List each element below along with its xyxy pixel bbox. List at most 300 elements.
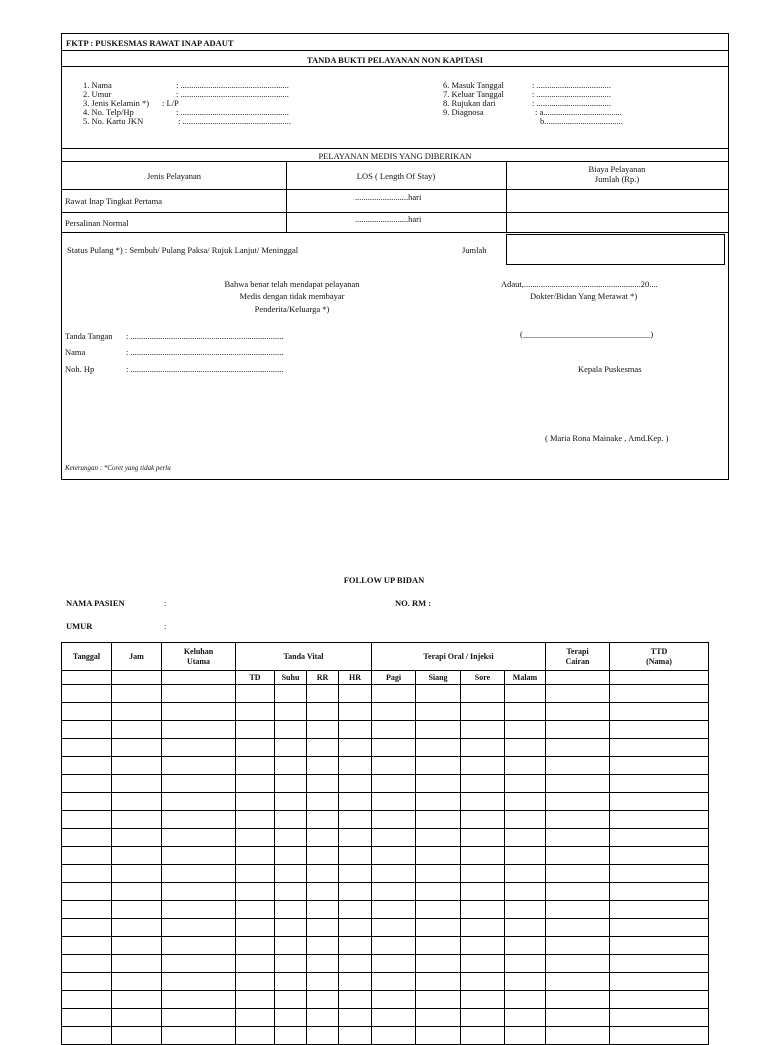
table-cell[interactable] [610,847,709,865]
services-header-cost: Biaya Pelayanan Jumlah (Rp.) [588,164,646,184]
table-cell[interactable] [307,973,339,991]
table-cell[interactable] [372,883,416,901]
table-cell[interactable] [339,901,372,919]
table-cell[interactable] [372,775,416,793]
table-cell[interactable] [416,793,461,811]
table-cell[interactable] [162,685,236,703]
table-row [62,991,709,1009]
table-cell[interactable] [162,775,236,793]
table-cell[interactable] [112,919,162,937]
table-cell[interactable] [416,991,461,1009]
table-row [62,937,709,955]
subheader-siang: Siang [416,671,461,685]
table-cell[interactable] [416,685,461,703]
table-cell[interactable] [546,685,610,703]
table-cell[interactable] [416,829,461,847]
table-cell[interactable] [546,955,610,973]
table-cell[interactable] [236,721,275,739]
table-cell[interactable] [236,955,275,973]
table-cell[interactable] [307,991,339,1009]
table-cell[interactable] [461,847,505,865]
table-cell[interactable] [112,757,162,775]
doctor-label: Dokter/Bidan Yang Merawat *) [530,291,638,301]
header-keluhan: Keluhan Utama [162,643,236,671]
table-cell[interactable] [62,703,112,721]
header-tanda-vital: Tanda Vital [236,643,372,671]
table-cell[interactable] [416,973,461,991]
service-row-type: Persalinan Normal [65,218,129,228]
service-row-type: Rawat Inap Tingkat Pertama [65,196,163,206]
table-cell[interactable] [62,685,112,703]
table-cell[interactable] [112,973,162,991]
sign-field-value: : ........................................................................ [126,347,284,357]
table-cell[interactable] [505,775,546,793]
table-cell[interactable] [275,685,307,703]
table-cell[interactable] [610,883,709,901]
table-row [62,973,709,991]
table-cell[interactable] [275,1027,307,1045]
table-cell[interactable] [546,991,610,1009]
table-cell[interactable] [162,865,236,883]
table-cell[interactable] [307,757,339,775]
table-cell[interactable] [461,901,505,919]
table-cell[interactable] [416,703,461,721]
table-cell[interactable] [461,865,505,883]
table-cell[interactable] [461,757,505,775]
field-label: 3. Jenis Kelamin *) [83,98,150,108]
subheader-sore: Sore [461,671,505,685]
table-cell[interactable] [112,793,162,811]
table-cell[interactable] [372,829,416,847]
table-cell[interactable] [62,757,112,775]
table-cell[interactable] [505,721,546,739]
nama-pasien-label: NAMA PASIEN [66,598,125,608]
table-cell[interactable] [275,739,307,757]
table-cell[interactable] [372,1027,416,1045]
table-cell[interactable] [162,829,236,847]
table-row [62,703,709,721]
table-cell[interactable] [505,937,546,955]
table-cell[interactable] [546,703,610,721]
table-cell[interactable] [275,811,307,829]
table-cell[interactable] [275,757,307,775]
table-cell[interactable] [162,955,236,973]
table-cell[interactable] [416,721,461,739]
table-cell[interactable] [236,937,275,955]
table-cell[interactable] [62,973,112,991]
table-cell[interactable] [505,739,546,757]
table-cell[interactable] [339,955,372,973]
table-cell[interactable] [546,757,610,775]
sign-field-value: : ........................................................................ [126,331,284,341]
table-cell[interactable] [307,901,339,919]
table-cell[interactable] [275,829,307,847]
head-name: ( Maria Rona Mainake , Amd.Kep. ) [545,433,669,443]
table-cell[interactable] [610,811,709,829]
header-ttd: TTD (Nama) [610,643,709,671]
table-cell[interactable] [162,901,236,919]
table-cell[interactable] [505,703,546,721]
table-cell[interactable] [62,919,112,937]
field-value: : ................................................... [176,107,289,117]
table-cell[interactable] [461,703,505,721]
table-cell[interactable] [416,865,461,883]
table-cell[interactable] [416,811,461,829]
table-cell[interactable] [610,1027,709,1045]
table-cell[interactable] [372,721,416,739]
table-cell[interactable] [339,757,372,775]
table-cell[interactable] [610,865,709,883]
table-cell[interactable] [546,865,610,883]
table-cell[interactable] [461,883,505,901]
table-cell[interactable] [339,973,372,991]
table-cell[interactable] [610,775,709,793]
table-cell[interactable] [339,937,372,955]
table-cell[interactable] [339,775,372,793]
table-cell[interactable] [112,829,162,847]
table-cell[interactable] [112,703,162,721]
table-cell[interactable] [546,901,610,919]
table-cell[interactable] [546,793,610,811]
table-cell[interactable] [112,901,162,919]
table-cell[interactable] [275,703,307,721]
table-cell[interactable] [461,1027,505,1045]
table-row [62,919,709,937]
table-cell[interactable] [112,775,162,793]
table-cell[interactable] [505,883,546,901]
table-cell[interactable] [275,847,307,865]
table-cell[interactable] [236,919,275,937]
jumlah-label: Jumlah [462,245,487,255]
place-date: Adaut,.......................................................20.... [501,279,658,289]
table-cell[interactable] [62,847,112,865]
header-terapi-cairan: Terapi Cairan [546,643,610,671]
field-label: 2. Umur [83,89,112,99]
table-cell[interactable] [416,1027,461,1045]
table-cell[interactable] [275,883,307,901]
table-cell[interactable] [505,973,546,991]
table-cell[interactable] [610,739,709,757]
table-cell[interactable] [162,1027,236,1045]
table-cell[interactable] [505,901,546,919]
table-cell[interactable] [162,883,236,901]
table-cell[interactable] [610,829,709,847]
table-cell[interactable] [275,973,307,991]
table-cell[interactable] [307,847,339,865]
table-cell[interactable] [546,775,610,793]
table-cell[interactable] [275,955,307,973]
table-cell[interactable] [112,721,162,739]
field-value: b..................................... [540,116,623,126]
form-note: Keterangan : *Coret yang tidak perlu [65,464,171,472]
table-cell[interactable] [339,811,372,829]
table-cell[interactable] [372,937,416,955]
table-cell[interactable] [546,937,610,955]
form-header: FKTP : PUSKESMAS RAWAT INAP ADAUT [66,38,234,48]
table-cell[interactable] [546,721,610,739]
table-cell[interactable] [505,829,546,847]
table-cell[interactable] [236,991,275,1009]
table-cell[interactable] [461,793,505,811]
table-cell[interactable] [162,847,236,865]
table-cell[interactable] [416,883,461,901]
table-cell[interactable] [505,793,546,811]
table-cell[interactable] [546,811,610,829]
field-label: 9. Diagnosa [443,107,484,117]
table-cell[interactable] [62,793,112,811]
table-cell[interactable] [372,703,416,721]
table-cell[interactable] [112,883,162,901]
table-cell[interactable] [236,757,275,775]
table-cell[interactable] [546,847,610,865]
table-cell[interactable] [62,901,112,919]
table-cell[interactable] [236,703,275,721]
table-cell[interactable] [461,721,505,739]
table-cell[interactable] [112,811,162,829]
table-row [62,685,709,703]
table-cell[interactable] [307,703,339,721]
table-cell[interactable] [372,865,416,883]
field-label: 6. Masuk Tanggal [443,80,504,90]
table-cell[interactable] [416,775,461,793]
table-cell[interactable] [416,955,461,973]
table-cell[interactable] [162,973,236,991]
table-cell[interactable] [112,865,162,883]
table-cell[interactable] [112,1027,162,1045]
table-cell[interactable] [461,739,505,757]
table-cell[interactable] [546,883,610,901]
table-cell[interactable] [236,739,275,757]
table-cell[interactable] [112,739,162,757]
subheader-pagi: Pagi [372,671,416,685]
table-cell[interactable] [162,937,236,955]
table-cell[interactable] [372,757,416,775]
table-cell[interactable] [416,919,461,937]
table-cell[interactable] [461,955,505,973]
table-row [62,739,709,757]
subheader-td: TD [236,671,275,685]
no-rm-label: NO. RM : [395,598,432,608]
table-cell[interactable] [275,793,307,811]
table-cell[interactable] [307,793,339,811]
status-pulang: Status Pulang *) : Sembuh/ Pulang Paksa/ Rujuk Lanjut/ Meninggal [67,245,299,255]
table-cell[interactable] [62,829,112,847]
table-cell[interactable] [307,811,339,829]
table-cell[interactable] [339,991,372,1009]
table-cell[interactable] [416,901,461,919]
table-cell[interactable] [505,811,546,829]
table-cell[interactable] [307,865,339,883]
table-cell[interactable] [610,955,709,973]
services-header-los: LOS ( Length Of Stay) [356,171,436,181]
table-cell[interactable] [307,1027,339,1045]
table-cell[interactable] [416,937,461,955]
table-cell[interactable] [62,811,112,829]
table-cell[interactable] [546,829,610,847]
sign-field-label: Tanda Tangan [65,331,113,341]
table-cell[interactable] [62,739,112,757]
table-cell[interactable] [62,991,112,1009]
table-cell[interactable] [307,919,339,937]
subheader-hr: HR [339,671,372,685]
table-cell[interactable] [372,919,416,937]
table-cell[interactable] [62,955,112,973]
table-cell[interactable] [339,685,372,703]
table-cell[interactable] [112,847,162,865]
table-row [62,811,709,829]
table-cell[interactable] [339,1027,372,1045]
table-cell[interactable] [339,829,372,847]
table-cell[interactable] [62,937,112,955]
table-cell[interactable] [372,685,416,703]
table-cell[interactable] [610,991,709,1009]
followup-table [61,642,709,1045]
table-cell[interactable] [461,973,505,991]
table-cell[interactable] [505,757,546,775]
table-cell[interactable] [236,811,275,829]
table-cell[interactable] [62,883,112,901]
field-label: 8. Rujukan dari [443,98,496,108]
field-value: : ................................... [532,89,611,99]
table-row [62,829,709,847]
table-cell[interactable] [546,1027,610,1045]
table-cell[interactable] [610,937,709,955]
table-cell[interactable] [339,919,372,937]
table-cell[interactable] [62,1027,112,1045]
table-cell[interactable] [610,793,709,811]
table-cell[interactable] [610,919,709,937]
table-cell[interactable] [461,919,505,937]
table-cell[interactable] [162,739,236,757]
table-cell[interactable] [275,919,307,937]
table-cell[interactable] [505,847,546,865]
table-cell[interactable] [505,865,546,883]
table-cell[interactable] [62,721,112,739]
table-row [62,775,709,793]
table-cell[interactable] [307,883,339,901]
table-cell[interactable] [372,739,416,757]
table-cell[interactable] [112,685,162,703]
table-cell[interactable] [546,739,610,757]
table-cell[interactable] [372,973,416,991]
table-cell[interactable] [307,721,339,739]
table-cell[interactable] [461,685,505,703]
table-cell[interactable] [275,775,307,793]
field-value: : a..................................... [535,107,622,117]
table-cell[interactable] [307,739,339,757]
table-cell[interactable] [62,775,112,793]
header-jam: Jam [112,643,162,671]
table-cell[interactable] [505,1027,546,1045]
table-cell[interactable] [236,847,275,865]
table-cell[interactable] [461,937,505,955]
statement-line: Penderita/Keluarga *) [254,304,330,314]
table-cell[interactable] [416,847,461,865]
table-cell[interactable] [112,937,162,955]
table-cell[interactable] [461,811,505,829]
table-cell[interactable] [307,955,339,973]
table-cell[interactable] [307,775,339,793]
table-cell[interactable] [372,793,416,811]
table-cell[interactable] [307,937,339,955]
table-cell[interactable] [162,721,236,739]
table-cell[interactable] [275,937,307,955]
table-cell[interactable] [610,703,709,721]
table-row [62,883,709,901]
table-cell[interactable] [339,865,372,883]
table-cell[interactable] [416,739,461,757]
table-cell[interactable] [307,829,339,847]
table-cell[interactable] [236,775,275,793]
table-cell[interactable] [610,721,709,739]
table-cell[interactable] [461,775,505,793]
table-cell[interactable] [505,685,546,703]
sign-field-label: Nama [65,347,86,357]
table-cell[interactable] [505,955,546,973]
table-cell[interactable] [505,919,546,937]
table-cell[interactable] [372,901,416,919]
field-label: 4. No. Telp/Hp [83,107,134,117]
header-tanggal: Tanggal [62,643,112,671]
table-cell[interactable] [236,883,275,901]
table-cell[interactable] [505,991,546,1009]
table-cell[interactable] [461,829,505,847]
table-cell[interactable] [112,955,162,973]
table-cell[interactable] [236,829,275,847]
table-cell[interactable] [162,811,236,829]
table-cell[interactable] [236,1027,275,1045]
table-cell[interactable] [610,685,709,703]
table-cell[interactable] [372,847,416,865]
table-cell[interactable] [339,739,372,757]
table-cell[interactable] [339,847,372,865]
table-cell[interactable] [610,901,709,919]
table-cell[interactable] [372,955,416,973]
table-cell[interactable] [62,865,112,883]
table-cell[interactable] [339,703,372,721]
table-cell[interactable] [372,991,416,1009]
table-cell[interactable] [339,883,372,901]
table-cell[interactable] [339,793,372,811]
table-cell[interactable] [236,973,275,991]
table-cell[interactable] [307,685,339,703]
table-cell[interactable] [162,757,236,775]
table-cell[interactable] [112,991,162,1009]
table-cell[interactable] [546,919,610,937]
table-cell[interactable] [236,865,275,883]
table-cell[interactable] [610,757,709,775]
table-cell[interactable] [275,901,307,919]
table-cell[interactable] [162,991,236,1009]
table-cell[interactable] [339,721,372,739]
table-cell[interactable] [461,991,505,1009]
table-cell[interactable] [236,793,275,811]
table-cell[interactable] [162,919,236,937]
table-cell[interactable] [236,901,275,919]
table-cell[interactable] [610,973,709,991]
table-cell[interactable] [546,973,610,991]
table-cell[interactable] [162,793,236,811]
table-cell[interactable] [275,991,307,1009]
table-cell[interactable] [236,685,275,703]
field-value: : ................................... [532,98,611,108]
table-cell[interactable] [275,721,307,739]
table-cell[interactable] [416,757,461,775]
table-cell[interactable] [275,865,307,883]
table-cell[interactable] [372,811,416,829]
table-row [62,955,709,973]
table-cell[interactable] [162,703,236,721]
